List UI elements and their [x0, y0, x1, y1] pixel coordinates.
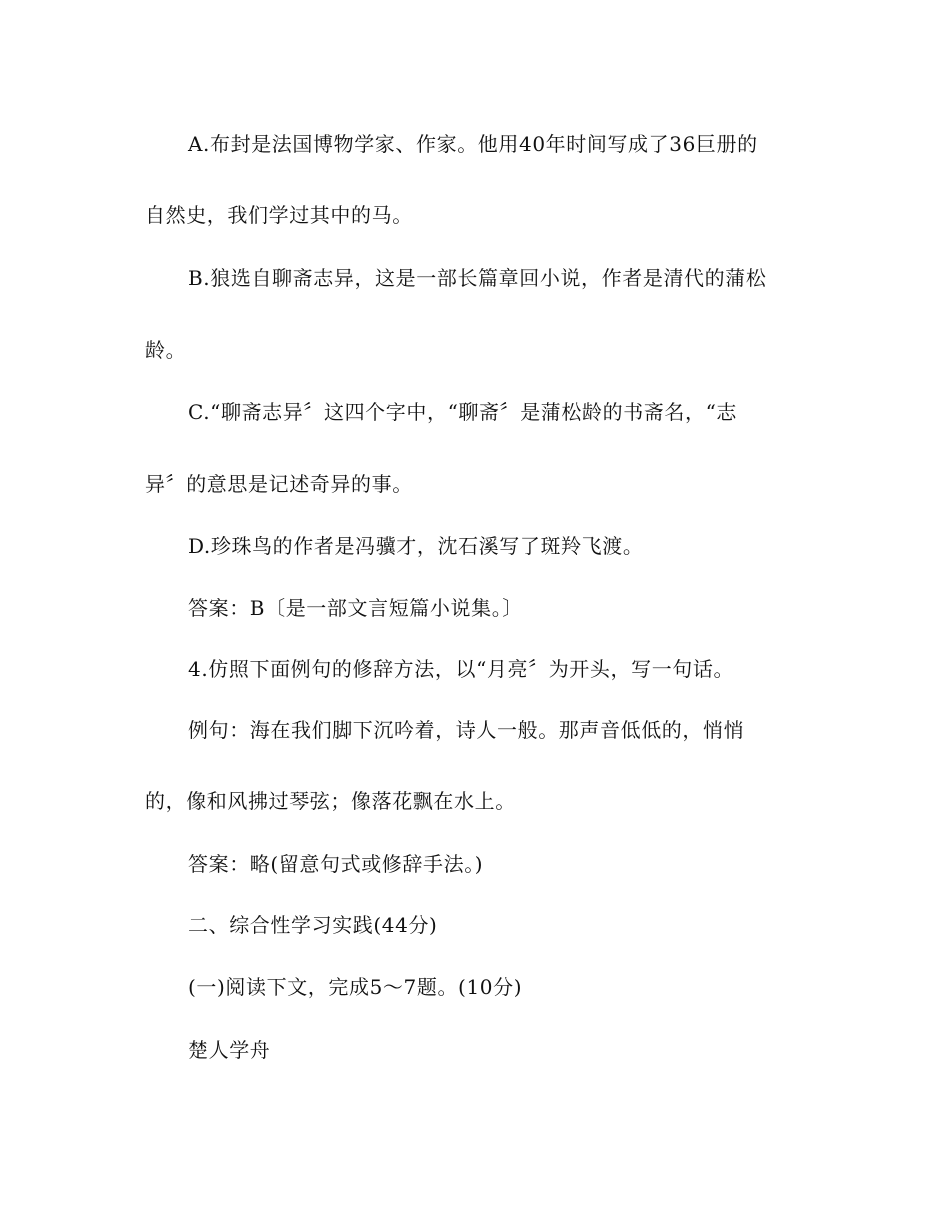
- option-a-line-1: A.布封是法国博物学家、作家。他用40年时间写成了36巨册的: [188, 132, 758, 156]
- example-sentence-line-1: 例句：海在我们脚下沉吟着，诗人一般。那声音低低的，悄悄: [188, 718, 745, 742]
- option-d-line: D.珍珠鸟的作者是冯骥才，沈石溪写了斑羚飞渡。: [188, 534, 644, 558]
- answer-4-line: 答案：略(留意句式或修辞手法。): [188, 852, 484, 876]
- reading-instruction-line: (一)阅读下文，完成5～7题。(10分): [188, 975, 523, 999]
- answer-3-line: 答案：B〔是一部文言短篇小说集。〕: [188, 596, 523, 620]
- option-a-line-2: 自然史，我们学过其中的马。: [145, 203, 413, 227]
- example-sentence-line-2: 的，像和风拂过琴弦；像落花飘在水上。: [145, 789, 516, 813]
- passage-title: 楚人学舟: [188, 1038, 271, 1062]
- option-c-line-2: 异〞的意思是记述奇异的事。: [145, 472, 413, 496]
- section-two-heading: 二、综合性学习实践(44分): [188, 913, 438, 937]
- option-c-line-1: C.“聊斋志异〞这四个字中，“聊斋〞是蒲松龄的书斋名，“志: [188, 400, 738, 424]
- option-b-line-1: B.狼选自聊斋志异，这是一部长篇章回小说，作者是清代的蒲松: [188, 266, 767, 290]
- option-b-line-2: 龄。: [145, 338, 187, 362]
- question-4-line: 4.仿照下面例句的修辞方法，以“月亮〞为开头，写一句话。: [188, 657, 735, 681]
